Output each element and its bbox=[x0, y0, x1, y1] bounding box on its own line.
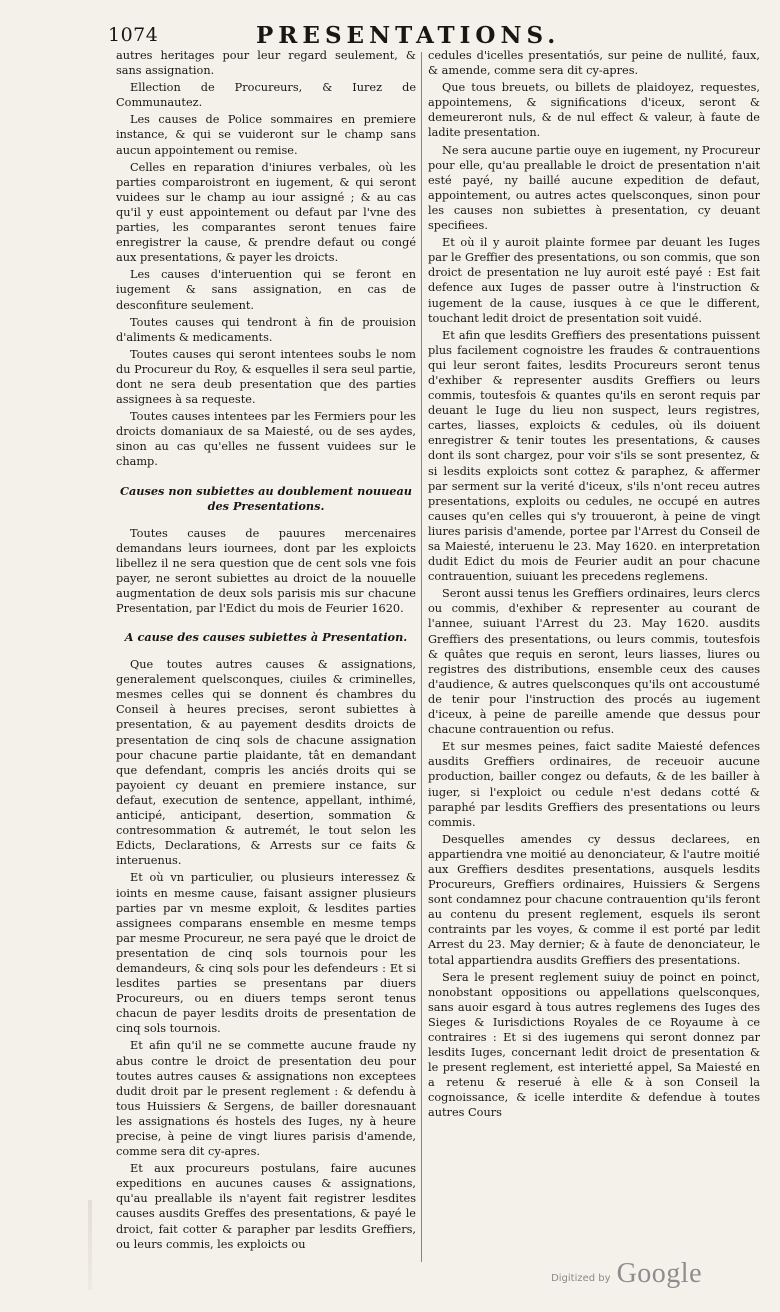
paragraph: Toutes causes de pauures mercenaires demandans leurs iournees, dont par les exploicts libellez il ne sera question que de cent sols vne fois payer, ne seront subiettes au droict de la nouuelle augmentation de deux sols parisis mis sur chacune Presentation, par l'Edict du mois de Feurier 1620. bbox=[116, 526, 416, 615]
paragraph: Que toutes autres causes & assignations, generalement quelsconques, ciuiles & criminelles, mesmes celles qui se donnent és chambres du Conseil à heures precises, seront subiettes à presentation, & au payement desdits droicts de presentation de cinq sols de chacune assignation pour chacune partie plaidante, tât en demandant que defendant, compris les anciés droits qui se payoient cy deuant en premiere instance, sur defaut, execution de sentence, appellant, inthimé, anticipé, anticipant, desertion, sommation & contresommation & autremét, le tout selon les Edicts, Declarations, & Arrests sur ce faits & interuenus. bbox=[116, 658, 416, 868]
paragraph: Et où il y auroit plainte formee par deuant les Iuges par le Greffier des presentations, ou son commis, que son droict de presentation ne luy auroit esté payé : Est fait defence aux Iuges de passer outre à l'instruction & iugement de la cause, iusques à ce que le different, touchant ledit droict de presentation soit vuidé. bbox=[428, 236, 760, 325]
section-heading bbox=[116, 630, 416, 645]
paragraph: Que tous breuets, ou billets de plaidoyez, requestes, appointemens, & significations d'iceux, seront & demeureront nuls, & de nul effect & valeur, à faute de ladite presentation. bbox=[428, 81, 760, 140]
paragraph: Sera le present reglement suiuy de poinct en poinct, nonobstant oppositions ou appellations quelsconques, sans auoir esgard à tous autres reglemens des Iuges des Sieges & Iurisdictions Royales de ce Royaume à ce contraires : Et si des iugemens qui seront donnez par lesdits Iuges, concernant ledit droict de presentation & le present reglement, est interietté appel, Sa Maiesté en a retenu & reserué à elle & à son Conseil la cognoissance, & icelle interdite & defendue à toutes autres Cours bbox=[428, 970, 760, 1120]
section-heading-line: des Presentations. bbox=[207, 498, 325, 513]
right-column bbox=[428, 48, 760, 1123]
paragraph: Et afin qu'il ne se commette aucune fraude ny abus contre le droict de presentation deu pour toutes autres causes & assignations non exceptees dudit droit par le present reglement : & defendu à tous Huissiers & Sergens, de bailler doresnauant les assignations és hostels des Iuges, ny à heure precise, à peine de vingt liures parisis d'amende, comme sera dit cy-apres. bbox=[116, 1039, 416, 1159]
google-watermark bbox=[551, 1258, 702, 1290]
paragraph: Celles en reparation d'iniures verbales, où les parties comparoistront en iugement, & qui seront vuidees sur le champ au iour assigné ; & au cas qu'il y eust appointement ou defaut par l'vne des parties, les comparantes seront tenues faire enregistrer la cause, & prendre defaut ou congé aux presentations, & payer les droicts. bbox=[116, 160, 416, 265]
paragraph: Toutes causes intentees par les Fermiers pour les droicts domaniaux de sa Maiesté, ou de ses aydes, sinon au cas qu'elles ne fussent vuidees sur le champ. bbox=[116, 410, 416, 469]
paragraph: Et sur mesmes peines, faict sadite Maiesté defences ausdits Greffiers ordinaires, de receuoir aucune production, bailler congez ou defauts, & de les bailler à iuger, si l'exploict ou cedule n'est dedans cotté & paraphé par lesdits Greffiers des presentations ou leurs commis. bbox=[428, 740, 760, 829]
paragraph: Et aux procureurs postulans, faire aucunes expeditions en aucunes causes & assignations, qu'au preallable ils n'ayent fait registrer lesdites causes ausdits Greffes des presentations, & payé le droict, fait cotter & parapher par lesdits Greffiers, ou leurs commis, les exploicts ou bbox=[116, 1162, 416, 1251]
section-heading-line: A cause des causes subiettes à Presentation. bbox=[124, 630, 408, 645]
paragraph: Les causes de Police sommaires en premiere instance, & qui se vuideront sur le champ sans aucun appointement ou remise. bbox=[116, 113, 416, 157]
paragraph: Seront aussi tenus les Greffiers ordinaires, leurs clercs ou commis, d'exhiber & representer au courant de l'annee, suiuant l'Arrest du 23. May 1620. ausdits Greffiers des presentations, ou leurs commis, toutesfois & quâtes que requis en seront, leurs liasses, liures ou registres des distributions, ensemble ceux des causes d'audience, & autres quelsconques qu'ils ont accoustumé de tenir pour l'instruction des procés au iugement d'iceux, à peine de pareille amende que dessus pour chacune contrauention ou refus. bbox=[428, 587, 760, 737]
paragraph: Toutes causes qui seront intentees soubs le nom du Procureur du Roy, & esquelles il sera seul partie, dont ne sera deub presentation que des parties assignees à sa requeste. bbox=[116, 347, 416, 407]
column-divider bbox=[421, 52, 422, 1262]
page-number: 1074 bbox=[108, 24, 159, 46]
left-column bbox=[116, 48, 416, 1254]
paragraph: Desquelles amendes cy dessus declarees, en appartiendra vne moitié au denonciateur, & l'autre moitié aux Greffiers desdites presentations, ausquels lesdits Procureurs, Greffiers ordinaires, Huissiers & Sergens sont condamnez pour chacune contrauention qu'ils feront au contenu du present reglement, esquels ils seront contraints par les voyes, & comme il est porté par ledit Arrest du 23. May dernier; & à faute de denonciateur, le total appartiendra ausdits Greffiers des presentations. bbox=[428, 832, 760, 967]
page-smudge bbox=[88, 1200, 92, 1290]
paragraph: Et afin que lesdits Greffiers des presentations puissent plus facilement cognoistre les fraudes & contrauentions qui leur seront faites, lesdits Procureurs seront tenus d'exhiber & representer ausdits Greffiers ou leurs commis, toutesfois & quantes qu'ils en seront requis par deuant le Iuge du lieu non suspect, leurs registres, cartes, liasses, exploicts & cedules, où ils doiuent enregistrer & tenir toutes les presentations, & causes dont ils sont chargez, pour voir s'ils se sont presentez, & si lesdits exploicts sont cottez & paraphez, & affermer par serment sur la verité d'iceux, s'ils n'ont receu autres presentations, exploits ou cedules, ne occupé en autres causes qu'en celles qui s'y trouueront, à peine de vingt liures parisis d'amende, portee par l'Arrest du Conseil de sa Maiesté, interuenu le 23. May 1620. en interpretation dudit Edict du mois de Feurier audit an pour chacune contrauention, suiuant les precedens reglemens. bbox=[428, 328, 760, 584]
paragraph: Ne sera aucune partie ouye en iugement, ny Procureur pour elle, qu'au preallable le droict de presentation n'ait esté payé, ny baillé aucune expedition de defaut, appointement, ou autres actes quelsconques, sinon pour les causes non subiettes à presentation, cy deuant specifiees. bbox=[428, 143, 760, 233]
section-heading-line: Causes non subiettes au doublement nouueau bbox=[119, 483, 413, 498]
page-header bbox=[108, 22, 580, 50]
paragraph: Les causes d'interuention qui se feront en iugement & sans assignation, en cas de desconfiture seulement. bbox=[116, 268, 416, 312]
paragraph: Ellection de Procureurs, & Iurez de Communautez. bbox=[116, 81, 416, 110]
watermark-prefix: Digitized by bbox=[551, 1273, 611, 1284]
google-logo: Google bbox=[616, 1258, 702, 1289]
paragraph: autres heritages pour leur regard seulement, & sans assignation. bbox=[116, 49, 416, 78]
paragraph: Et où vn particulier, ou plusieurs interessez & ioints en mesme cause, faisant assigner plusieurs parties par vn mesme exploit, & lesdites parties assignees comparans ensemble en mesme temps par mesme Procureur, ne sera payé que le droict de presentation de cinq sols tournois pour les demandeurs, & cinq sols pour les defendeurs : Et si lesdites parties se presentans par diuers Procureurs, ou en diuers temps seront tenus chacun de payer lesdits droits de presentation de cinq sols tournois. bbox=[116, 871, 416, 1036]
section-heading bbox=[116, 484, 416, 514]
paragraph: Toutes causes qui tendront à fin de prouision d'aliments & medicaments. bbox=[116, 315, 416, 344]
paragraph: cedules d'icelles presentatiós, sur peine de nullité, faux, & amende, comme sera dit cy-apres. bbox=[428, 49, 760, 78]
running-title: PRESENTATIONS. bbox=[256, 22, 561, 49]
